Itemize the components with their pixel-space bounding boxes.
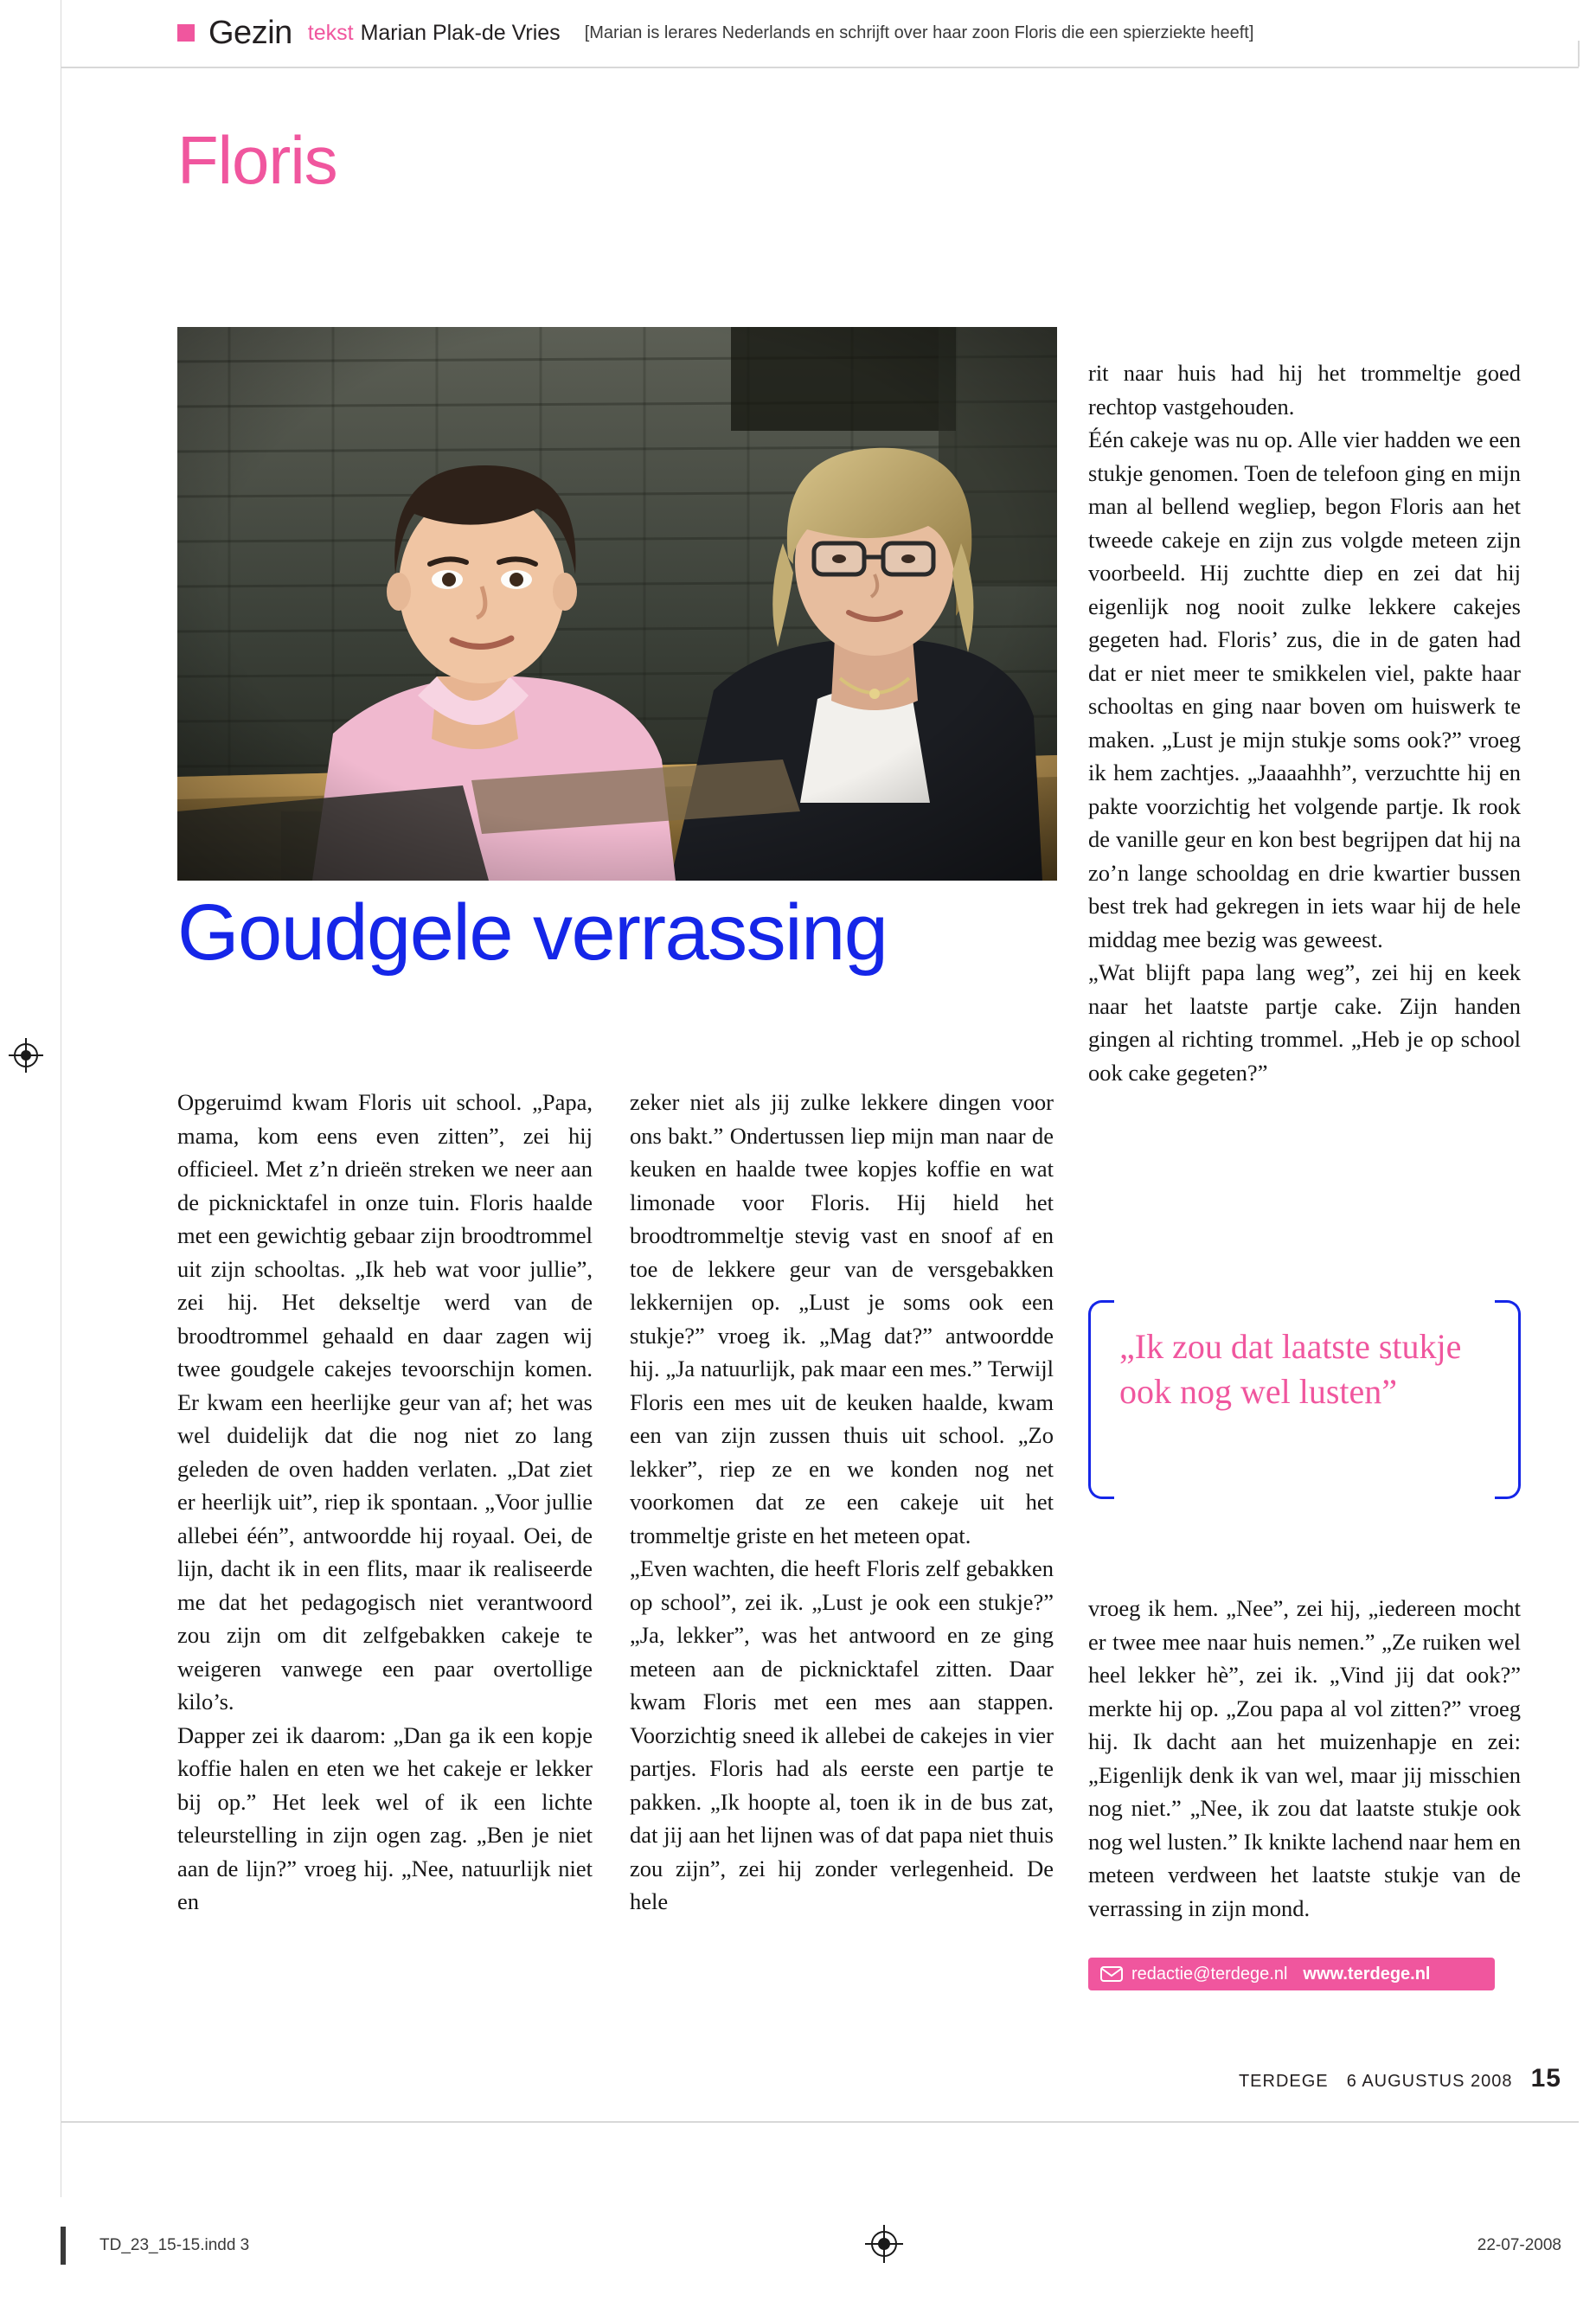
footer-date: 6 AUGUSTUS 2008 — [1346, 2072, 1513, 2091]
section-marker-icon — [177, 24, 195, 42]
article-headline: Goudgele verrassing — [177, 888, 888, 977]
contact-email[interactable]: redactie@terdege.nl — [1131, 1964, 1288, 1984]
article-header — [177, 12, 1561, 54]
slug-color-bar — [61, 2227, 66, 2265]
registration-mark-left-icon — [9, 1038, 43, 1073]
pull-quote-text: „Ik zou dat laatste stukje ook nog wel lusten” — [1119, 1327, 1462, 1411]
page-number: 15 — [1530, 2064, 1561, 2093]
body-paragraph: Opgeruimd kwam Floris uit school. „Papa, mama, kom eens even zitten”, zei hij officieel. Met z’n drieën streken we neer aan de picknicktafel in onze tuin. Floris haalde met een gewichtig gebaar zijn broodtrommel uit zijn schooltas. „Ik heb wat voor jullie”, zei hij. Het dekseltje werd van de broodtrommel gehaald en daar zagen wij twee goudgele cakejes tevoorschijn komen. Er kwam een heerlijke geur van af; het was wel duidelijk dat die nog niet zo lang geleden de oven hadden verlaten. „Dat ziet er heerlijk uit”, riep ik spontaan. „Voor jullie allebei één”, antwoordde hij royaal. Oei, de lijn, dacht ik in een flits, maar ik realiseerde me dat het pedagogisch niet verantwoord zou zijn om dit zelfgebakken cakeje te weigeren vanwege een paar overtollige kilo’s. — [177, 1089, 593, 1715]
contact-bar[interactable] — [1088, 1958, 1495, 1990]
body-paragraph: Dapper zei ik daarom: „Dan ga ik een kopje koffie halen en eten we het cakeje er lekker bij op.” Het leek wel of ik een lichte teleurstelling in zijn ogen zag. „Ben je niet aan de lijn?” vroeg hij. „Nee, natuurlijk niet en — [177, 1721, 593, 1914]
body-paragraph: Één cakeje was nu op. Alle vier hadden we een stukje genomen. Toen de telefoon ging en mijn man al bellend wegliep, begon Floris aan het tweede cakeje en zijn zus volgde meteen zijn voorbeeld. Hij zuchtte diep en zei dat hij eigenlijk nog nooit zulke lekkere cakejes gegeten had. Floris’ zus, die in de gaten had dat er niet meer te smikkelen viel, pakte haar schooltas en ging naar boven om huiswerk te maken. „Lust je mijn stukje soms ook?” vroeg ik hem zachtjes. „Jaaaahhh”, verzuchtte hij en pakte voorzichtig het volgende partje. Ik rook de vanille geur en kon best begrijpen dat hij na zo’n lange schooldag en drie kwartier bussen best trek had gekregen in iets waar hij de hele middag mee bezig was geweest. — [1088, 426, 1521, 952]
body-paragraph: zeker niet als jij zulke lekkere dingen voor ons bakt.” Ondertussen liep mijn man naar de keuken en haalde twee kopjes koffie en wat limonade voor Floris. Hij hield het broodtrommeltje stevig vast en snoof af en toe de lekkere geur van de versgebakken lekkernijen op. „Lust je soms ook een stukje?” vroeg ik. „Mag dat?” antwoordde hij. „Ja natuurlijk, pak maar een mes.” Terwijl Floris een mes uit de keuken haalde, kwam een van zijn zussen thuis uit school. „Zo lekker”, riep ze en we konden nog net voorkomen dat ze een cakeje uit het trommeltje griste en het meteen opat. — [630, 1089, 1054, 1548]
footer-divider — [61, 2121, 1579, 2123]
article-photo — [177, 327, 1057, 881]
pull-quote — [1088, 1300, 1521, 1499]
pull-quote-bracket-right — [1495, 1300, 1521, 1499]
byline-author: Marian Plak-de Vries — [360, 20, 561, 45]
body-paragraph: „Even wachten, die heeft Floris zelf gebakken op school”, zei ik. „Lust je ook een stukje?” „Ja, lekker”, was het antwoord en ze ging meteen aan de picknicktafel zitten. Daar kwam Floris met een mes aan stappen. Voorzichtig sneed ik allebei de cakejes in vier partjes. Floris had als eerste een partje te pakken. „Ik hoopte al, toen ik in de bus zat, dat jij aan het lijnen was of dat papa niet thuis zou zijn”, zei hij zonder verlegenheid. De hele — [630, 1555, 1054, 1914]
body-paragraph: „Wat blijft papa lang weg”, zei hij en keek naar het laatste partje cake. Zijn handen gingen al richting trommel. „Heb je op school ook cake gegeten?” — [1088, 959, 1521, 1086]
page-footer — [1239, 2064, 1561, 2093]
registration-mark-bottom-icon — [865, 2225, 903, 2263]
byline-label: tekst — [307, 20, 354, 45]
body-column-3-top — [1088, 356, 1521, 1089]
body-paragraph: rit naar huis had hij het trommeltje goed rechtop vastgehouden. — [1088, 360, 1521, 420]
header-divider — [61, 67, 1579, 68]
body-paragraph: vroeg ik hem. „Nee”, zei hij, „iedereen mocht er twee mee naar huis nemen.” „Ze ruiken wel heel lekker hè”, zei ik. „Vind jij dat ook?” merkte hij op. „Zou papa al vol zitten?” vroeg hij. Ik dacht aan het muizenhapje en zei: „Eigenlijk denk ik van wel, maar jij misschien nog niet.” „Nee, ik zou dat laatste stukje ook nog wel lusten.” Ik knikte lachend naar hem en meteen verdween het laatste stukje van de verrassing in zijn mond. — [1088, 1595, 1521, 1921]
body-column-3-bottom — [1088, 1592, 1521, 1925]
footer-brand: TERDEGE — [1238, 2072, 1329, 2091]
body-column-1 — [177, 1086, 593, 1919]
contact-website[interactable]: www.terdege.nl — [1303, 1964, 1431, 1984]
article-kicker: Floris — [177, 122, 337, 198]
slug-filename: TD_23_15-15.indd 3 — [99, 2236, 250, 2254]
body-column-2 — [630, 1086, 1054, 1919]
byline-note: [Marian is lerares Nederlands en schrijft over haar zoon Floris die een spierziekte heeft] — [584, 22, 1254, 42]
slug-date: 22-07-2008 — [1477, 2236, 1561, 2254]
pull-quote-bracket-left — [1088, 1300, 1114, 1499]
section-label: Gezin — [208, 14, 292, 51]
envelope-icon — [1100, 1966, 1123, 1982]
